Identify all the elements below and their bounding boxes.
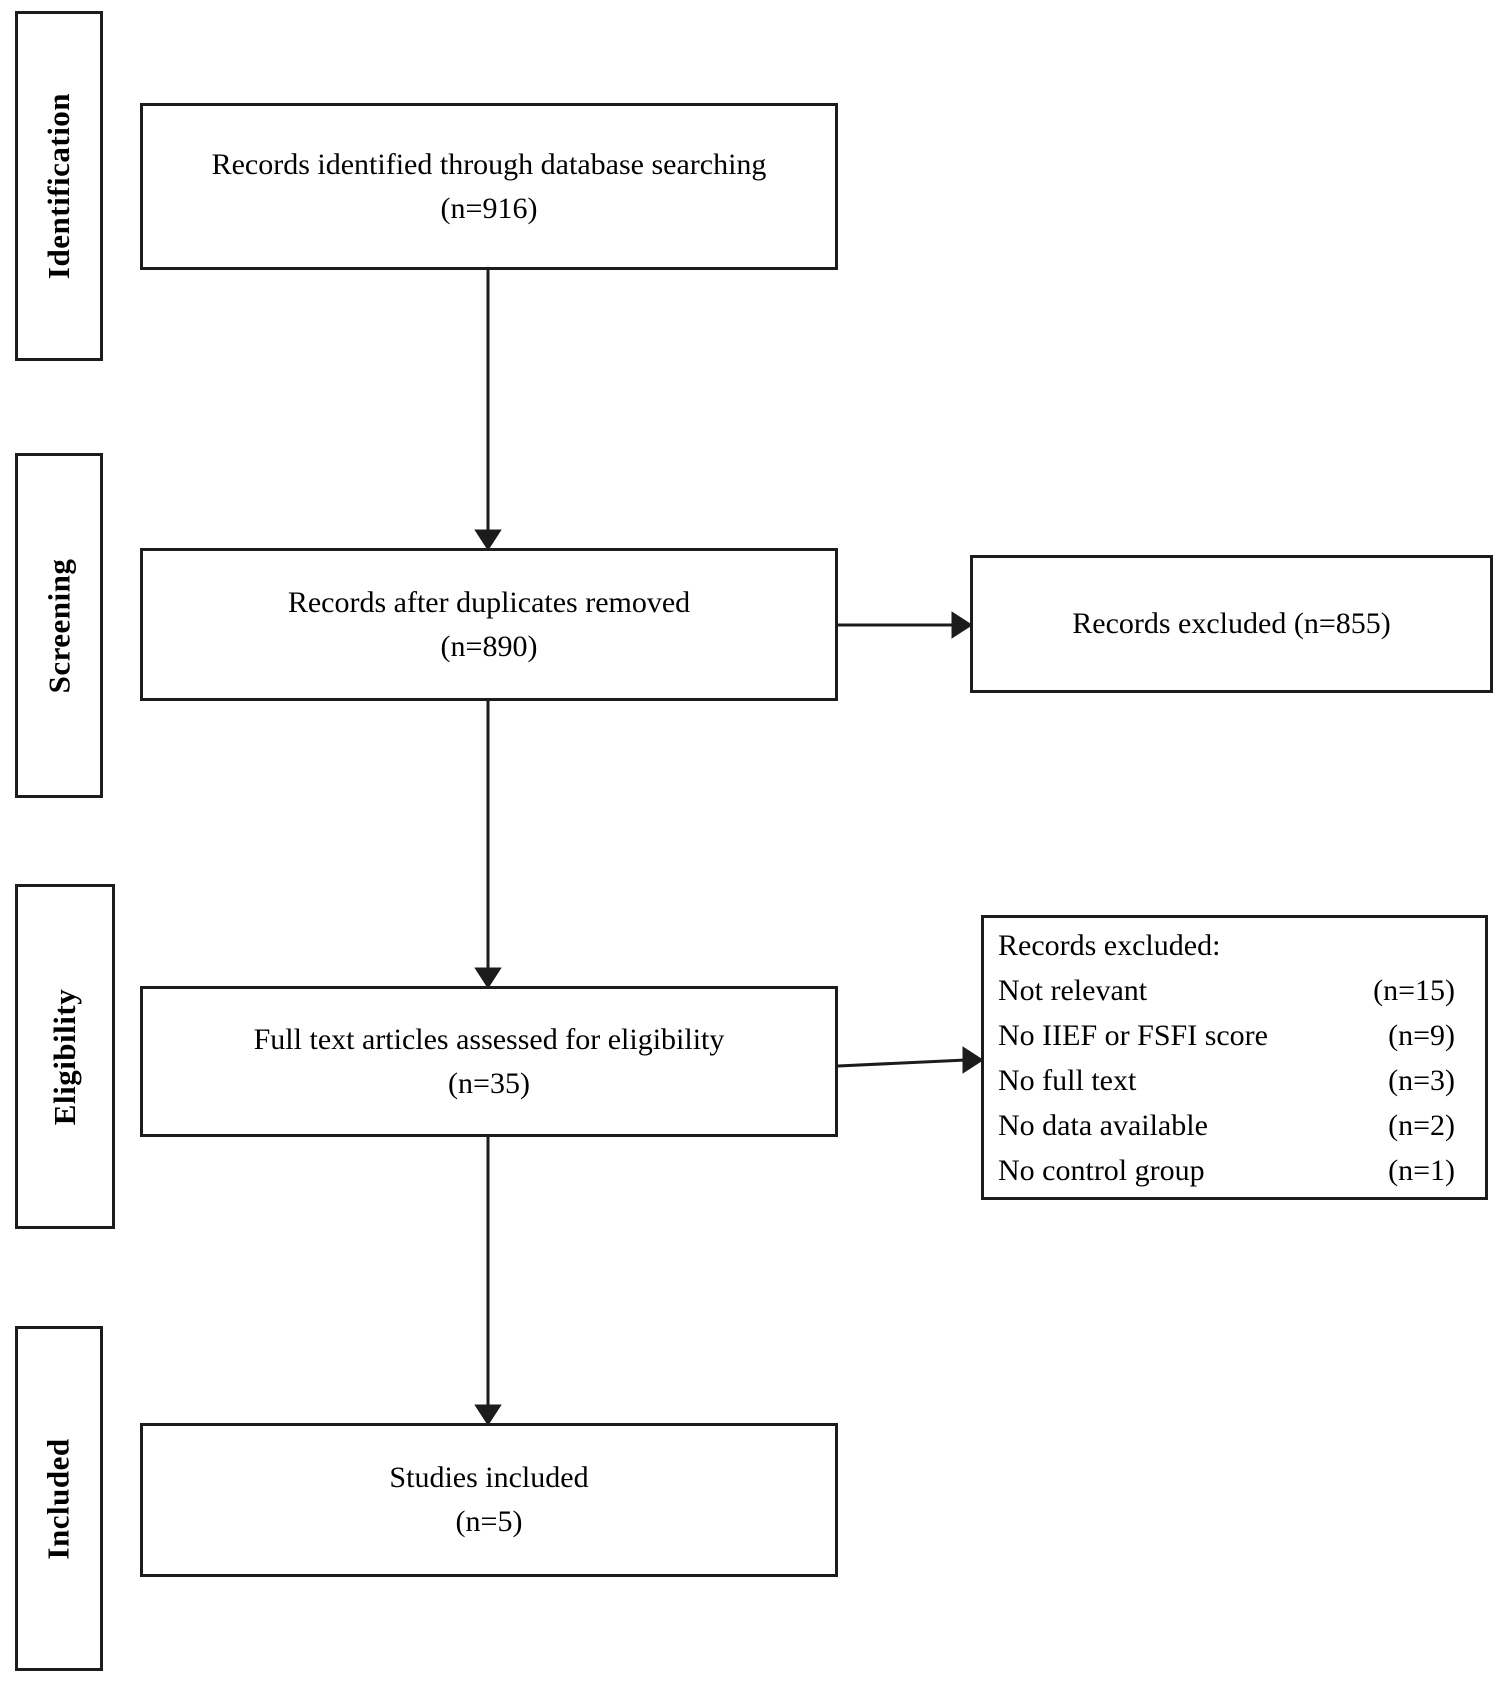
exclusion-reason-label: Not relevant [998,974,1148,1007]
flow-box-fulltext-assessed [140,986,838,1137]
exclusion-reason-row [998,1013,1455,1058]
stage-label-screening: Screening [41,558,76,693]
exclusion-reason-label: No full text [998,1064,1137,1097]
exclusion-reason-row [998,968,1455,1013]
side-box-exclusion-reasons [981,915,1488,1200]
flow-box-duplicates-removed-count: (n=890) [440,629,538,663]
side-box-records-excluded [970,555,1493,693]
exclusion-reason-label: No IIEF or FSFI score [998,1019,1268,1052]
arrowhead-duplicates-to-fulltext [477,969,499,986]
flow-box-records-identified-text: Records identified through database searching [211,147,767,181]
exclusion-reason-row [998,1148,1455,1193]
exclusion-reason-row [998,1058,1455,1103]
flow-box-records-identified [140,103,838,270]
exclusion-reason-count: (n=15) [1373,974,1455,1007]
exclusion-reason-count: (n=1) [1388,1154,1455,1187]
flow-box-duplicates-removed [140,548,838,701]
flow-box-studies-included-text: Studies included [389,1461,589,1494]
side-box-records-excluded-text: Records excluded (n=855) [1072,607,1391,640]
exclusion-reason-label: No control group [998,1154,1205,1187]
stage-label-eligibility: Eligibility [47,988,83,1125]
flow-box-studies-included-count: (n=5) [455,1505,523,1538]
stage-box-identification [15,11,103,361]
stage-box-included [15,1326,103,1671]
flow-box-fulltext-assessed-count: (n=35) [448,1066,530,1100]
arrowhead-fulltext-to-reasons [964,1049,981,1071]
flow-box-fulltext-assessed-text: Full text articles assessed for eligibility [253,1022,725,1056]
arrowhead-fulltext-to-included [477,1406,499,1423]
exclusion-reason-label: No data available [998,1109,1208,1142]
arrowhead-duplicates-to-excluded [953,614,970,636]
stage-box-screening [15,453,103,798]
exclusion-reason-row [998,1103,1455,1148]
flow-box-duplicates-removed-text: Records after duplicates removed [287,585,691,619]
stage-label-included: Included [41,1437,77,1560]
arrowhead-identified-to-duplicates [477,531,499,548]
arrow-fulltext-to-reasons [838,1060,966,1066]
exclusion-reason-count: (n=2) [1388,1109,1455,1142]
stage-box-eligibility [15,884,115,1229]
flow-box-studies-included [140,1423,838,1577]
exclusion-reason-count: (n=9) [1388,1019,1455,1052]
stage-label-identification: Identification [41,92,76,280]
exclusion-reasons-title: Records excluded: [998,929,1221,962]
exclusion-reason-count: (n=3) [1388,1064,1455,1097]
flow-box-records-identified-count: (n=916) [440,191,538,225]
